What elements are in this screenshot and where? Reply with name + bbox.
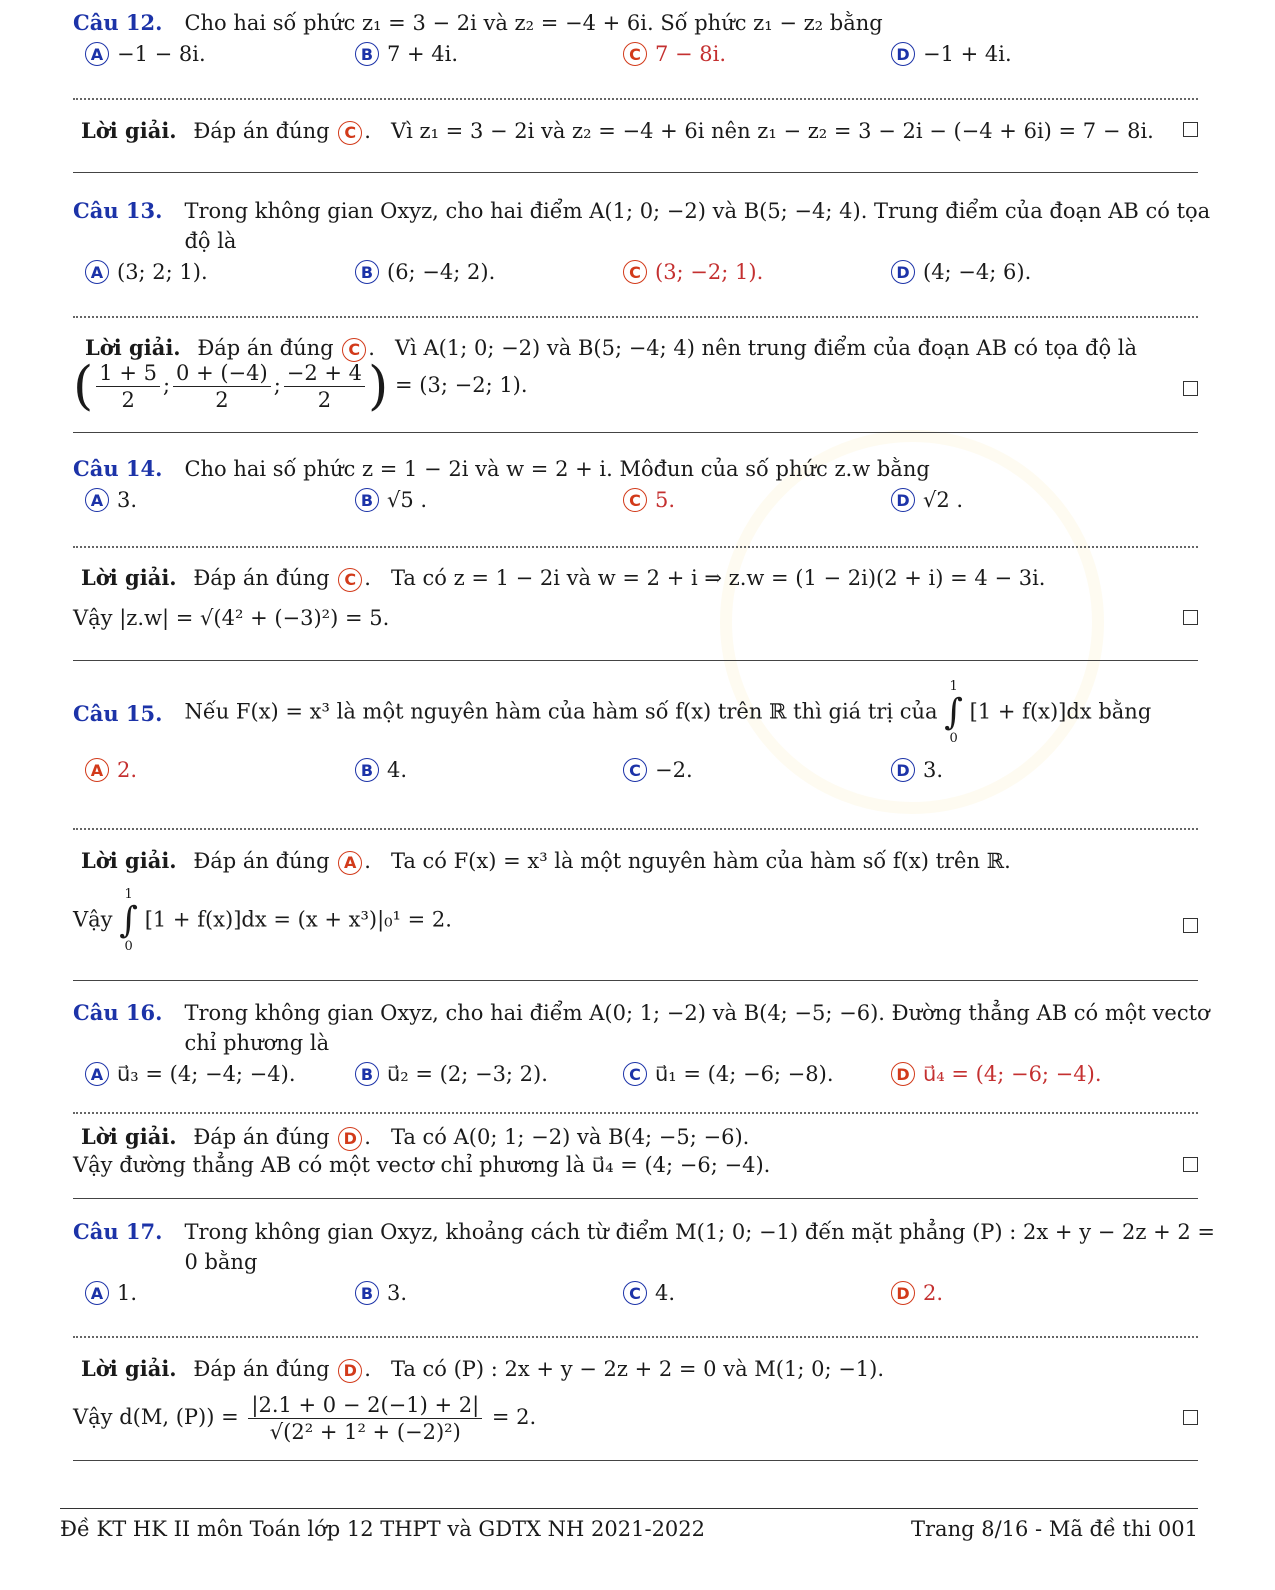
option-value: 2. bbox=[117, 758, 138, 782]
options bbox=[73, 758, 1223, 792]
answer-text: Đáp án đúng bbox=[193, 1357, 330, 1381]
right-paren: ) bbox=[368, 356, 389, 417]
integral-symbol: ∫ bbox=[944, 692, 963, 733]
option-value: (6; −4; 2). bbox=[387, 260, 496, 284]
option-value: u⃗₄ = (4; −6; −4). bbox=[923, 1062, 1102, 1086]
question-17 bbox=[73, 1217, 1223, 1315]
option-letter: A bbox=[85, 260, 109, 284]
option-a[interactable] bbox=[85, 1281, 137, 1305]
solution-16-line2 bbox=[73, 1150, 1198, 1180]
denominator: 2 bbox=[215, 388, 229, 412]
question-text: Trong không gian Oxyz, cho hai điểm A(1; 0; −2) và B(5; −4; 4). Trung điểm của đoạn AB có tọa độ là bbox=[184, 199, 1211, 253]
answer-badge: D bbox=[338, 1127, 362, 1151]
option-d[interactable] bbox=[891, 488, 963, 512]
question-text: Cho hai số phức z = 1 − 2i và w = 2 + i. Môđun của số phức z.w bằng bbox=[184, 457, 930, 481]
numerator: |2.1 + 0 − 2(−1) + 2| bbox=[248, 1392, 482, 1419]
option-c[interactable] bbox=[623, 488, 675, 512]
option-letter: B bbox=[355, 758, 379, 782]
answer-text: Đáp án đúng bbox=[193, 566, 330, 590]
option-letter: D bbox=[891, 1062, 915, 1086]
solution-15: Lời giải. Đáp án đúng A . Ta có F(x) = x³ là một nguyên hàm của hàm số f(x) trên ℝ. bbox=[81, 848, 1011, 873]
option-letter: A bbox=[85, 758, 109, 782]
solution-label: Lời giải. bbox=[81, 848, 177, 873]
denominator: √(2² + 1² + (−2)²) bbox=[269, 1420, 461, 1444]
dotted-separator bbox=[73, 1112, 1198, 1114]
answer-text: Đáp án đúng bbox=[193, 849, 330, 873]
numerator: −2 + 4 bbox=[284, 360, 365, 387]
solution-13-formula: ( $\frac{1 + 5}{2}$ ; $\frac{0 + (-4)}{2}$ ; $\frac{-2 + 4}{2}$ ) = (3; −2; 1). bbox=[73, 356, 528, 417]
solution-line: Vậy bbox=[73, 907, 113, 932]
question-divider bbox=[73, 660, 1198, 661]
option-value: 4. bbox=[655, 1281, 676, 1305]
qed-box bbox=[1183, 918, 1198, 933]
option-d[interactable] bbox=[891, 1062, 1102, 1086]
option-value: 1. bbox=[117, 1281, 138, 1305]
solution-line: Ta có z = 1 − 2i và w = 2 + i ⇒ z.w = (1 − 2i)(2 + i) = 4 − 3i. bbox=[390, 566, 1046, 590]
options bbox=[73, 42, 1223, 76]
option-letter: D bbox=[891, 1281, 915, 1305]
footer-page-number: Trang 8/16 - Mã đề thi 001 bbox=[911, 1517, 1198, 1541]
option-letter: A bbox=[85, 1062, 109, 1086]
question-divider bbox=[73, 172, 1198, 173]
question-divider bbox=[73, 1198, 1198, 1199]
option-letter: C bbox=[623, 1062, 647, 1086]
option-letter: D bbox=[891, 260, 915, 284]
solution-line: Ta có (P) : 2x + y − 2z + 2 = 0 và M(1; 0; −1). bbox=[390, 1357, 885, 1381]
fraction bbox=[96, 360, 160, 413]
question-text: Trong không gian Oxyz, khoảng cách từ điểm M(1; 0; −1) đến mặt phẳng (P) : 2x + y − 2z + 2 = 0 bằng bbox=[184, 1220, 1216, 1274]
option-letter: C bbox=[623, 42, 647, 66]
dotted-separator bbox=[73, 828, 1198, 830]
option-letter: A bbox=[85, 1281, 109, 1305]
qed-box bbox=[1183, 610, 1198, 625]
option-c[interactable] bbox=[623, 1281, 675, 1305]
solution-14-line2 bbox=[73, 603, 1198, 633]
option-a[interactable] bbox=[85, 42, 206, 66]
option-a[interactable] bbox=[85, 488, 137, 512]
answer-badge: C bbox=[338, 568, 362, 592]
option-value: (4; −4; 6). bbox=[923, 260, 1032, 284]
solution-17-formula bbox=[73, 1392, 1198, 1445]
answer-text: Đáp án đúng bbox=[193, 119, 330, 143]
option-letter: C bbox=[623, 758, 647, 782]
solution-14: Lời giải. Đáp án đúng C . Ta có z = 1 − 2i và w = 2 + i ⇒ z.w = (1 − 2i)(2 + i) = 4 − 3i. bbox=[81, 565, 1046, 590]
solution-label: Lời giải. bbox=[81, 1124, 177, 1149]
question-label: Câu 14. bbox=[73, 456, 163, 481]
option-value: (3; −2; 1). bbox=[655, 260, 764, 284]
option-letter: C bbox=[623, 260, 647, 284]
option-value: 7 + 4i. bbox=[387, 42, 459, 66]
question-label: Câu 17. bbox=[73, 1219, 163, 1244]
question-13 bbox=[73, 196, 1223, 294]
integral-lower: 0 bbox=[124, 939, 133, 954]
solution-line: [1 + f(x)]dx = (x + x³)|₀¹ = 2. bbox=[144, 907, 452, 932]
option-letter: B bbox=[355, 42, 379, 66]
integral-sign bbox=[119, 888, 138, 954]
question-text-after: [1 + f(x)]dx bằng bbox=[969, 699, 1152, 724]
option-letter: B bbox=[355, 1062, 379, 1086]
integral-symbol: ∫ bbox=[119, 900, 139, 941]
solution-label: Lời giải. bbox=[81, 1356, 177, 1381]
solution-line: Vì A(1; 0; −2) và B(5; −4; 4) nên trung điểm của đoạn AB có tọa độ là bbox=[394, 336, 1138, 360]
qed-box bbox=[1183, 1157, 1198, 1172]
option-letter: D bbox=[891, 42, 915, 66]
option-d[interactable] bbox=[891, 1281, 943, 1305]
option-d[interactable] bbox=[891, 42, 1012, 66]
option-a[interactable] bbox=[85, 260, 208, 284]
option-value: u⃗₂ = (2; −3; 2). bbox=[387, 1062, 548, 1086]
solution-label: Lời giải. bbox=[85, 335, 181, 360]
denominator: 2 bbox=[121, 388, 135, 412]
option-value: −2. bbox=[655, 758, 693, 782]
option-d[interactable] bbox=[891, 758, 943, 782]
qed-box bbox=[1183, 122, 1198, 137]
option-letter: A bbox=[85, 42, 109, 66]
option-value: −1 + 4i. bbox=[923, 42, 1012, 66]
integral-lower: 0 bbox=[949, 731, 958, 746]
integral-sign bbox=[944, 680, 963, 746]
solution-line: Ta có A(0; 1; −2) và B(4; −5; −6). bbox=[390, 1125, 750, 1149]
question-divider bbox=[73, 1460, 1198, 1461]
option-a[interactable] bbox=[85, 1062, 296, 1086]
option-value: 2. bbox=[923, 1281, 944, 1305]
option-letter: B bbox=[355, 260, 379, 284]
options bbox=[73, 1281, 1223, 1315]
option-value: u⃗₃ = (4; −4; −4). bbox=[117, 1062, 296, 1086]
qed-box bbox=[1183, 1410, 1198, 1425]
dotted-separator bbox=[73, 316, 1198, 318]
option-value: −1 − 8i. bbox=[117, 42, 206, 66]
options bbox=[73, 260, 1223, 294]
question-text-before: Nếu F(x) = x³ là một nguyên hàm của hàm số f(x) trên ℝ thì giá trị của bbox=[184, 699, 938, 724]
question-text: Trong không gian Oxyz, cho hai điểm A(0; 1; −2) và B(4; −5; −6). Đường thẳng AB có một vectơ chỉ phương là bbox=[184, 1001, 1210, 1055]
option-value: 7 − 8i. bbox=[655, 42, 727, 66]
option-b[interactable] bbox=[355, 1062, 548, 1086]
question-12 bbox=[73, 8, 1223, 76]
option-value: (3; 2; 1). bbox=[117, 260, 208, 284]
option-letter: D bbox=[891, 488, 915, 512]
answer-badge: A bbox=[338, 851, 362, 875]
integral-upper: 1 bbox=[949, 679, 958, 694]
dotted-separator bbox=[73, 546, 1198, 548]
denominator: 2 bbox=[317, 388, 332, 412]
footer-exam-title: Đề KT HK II môn Toán lớp 12 THPT và GDTX NH 2021-2022 bbox=[60, 1517, 706, 1541]
numerator: 1 + 5 bbox=[96, 360, 160, 387]
option-value: 3. bbox=[387, 1281, 408, 1305]
solution-17: Lời giải. Đáp án đúng D . Ta có (P) : 2x + y − 2z + 2 = 0 và M(1; 0; −1). bbox=[81, 1356, 885, 1381]
page-footer bbox=[60, 1508, 1198, 1541]
solution-line: Vậy đường thẳng AB có một vectơ chỉ phương là u⃗₄ = (4; −6; −4). bbox=[73, 1153, 771, 1177]
question-label: Câu 15. bbox=[73, 700, 163, 726]
solution-15-line2 bbox=[73, 888, 1198, 954]
option-letter: B bbox=[355, 1281, 379, 1305]
solution-line: Vì z₁ = 3 − 2i và z₂ = −4 + 6i nên z₁ − z₂ = 3 − 2i − (−4 + 6i) = 7 − 8i. bbox=[390, 119, 1154, 143]
option-letter: C bbox=[623, 488, 647, 512]
qed-box bbox=[1183, 381, 1198, 396]
option-value: √2 . bbox=[923, 488, 964, 512]
solution-16: Lời giải. Đáp án đúng D . Ta có A(0; 1; −2) và B(4; −5; −6). bbox=[81, 1124, 750, 1149]
option-c[interactable] bbox=[623, 758, 693, 782]
answer-badge: C bbox=[338, 121, 362, 145]
dotted-separator bbox=[73, 98, 1198, 100]
fraction bbox=[284, 360, 365, 413]
option-b[interactable] bbox=[355, 488, 427, 512]
question-divider bbox=[73, 980, 1198, 981]
options bbox=[73, 1062, 1223, 1096]
option-letter: D bbox=[891, 758, 915, 782]
question-text bbox=[184, 680, 1223, 746]
solution-label: Lời giải. bbox=[81, 565, 177, 590]
question-label: Câu 16. bbox=[73, 1000, 163, 1025]
formula-result: = 2. bbox=[491, 1405, 537, 1429]
option-b[interactable] bbox=[355, 260, 495, 284]
option-c[interactable] bbox=[623, 42, 726, 66]
answer-badge: D bbox=[338, 1359, 362, 1383]
option-b[interactable] bbox=[355, 42, 458, 66]
question-15 bbox=[73, 680, 1223, 792]
solution-label: Lời giải. bbox=[81, 118, 177, 143]
solution-13: Lời giải. Đáp án đúng C . Vì A(1; 0; −2) và B(5; −4; 4) nên trung điểm của đoạn AB có tọa độ là bbox=[85, 335, 1138, 360]
option-value: 3. bbox=[923, 758, 944, 782]
left-paren: ( bbox=[73, 356, 94, 417]
question-14 bbox=[73, 454, 1223, 522]
option-value: √5 . bbox=[387, 488, 428, 512]
options bbox=[73, 488, 1223, 522]
solution-line: Vậy d(M, (P)) = bbox=[73, 1405, 239, 1429]
option-b[interactable] bbox=[355, 758, 407, 782]
question-label: Câu 12. bbox=[73, 10, 163, 35]
option-value: u⃗₁ = (4; −6; −8). bbox=[655, 1062, 834, 1086]
fraction bbox=[173, 360, 271, 413]
fraction bbox=[248, 1392, 482, 1445]
question-text: Cho hai số phức z₁ = 3 − 2i và z₂ = −4 + 6i. Số phức z₁ − z₂ bằng bbox=[184, 11, 883, 35]
option-b[interactable] bbox=[355, 1281, 407, 1305]
integral-upper: 1 bbox=[124, 887, 133, 902]
question-divider bbox=[73, 432, 1198, 433]
answer-text: Đáp án đúng bbox=[197, 336, 334, 360]
solution-line: Ta có F(x) = x³ là một nguyên hàm của hàm số f(x) trên ℝ. bbox=[390, 849, 1011, 873]
option-d[interactable] bbox=[891, 260, 1031, 284]
question-16 bbox=[73, 998, 1223, 1096]
option-a[interactable] bbox=[85, 758, 137, 782]
question-label: Câu 13. bbox=[73, 198, 163, 223]
numerator: 0 + (−4) bbox=[173, 360, 271, 387]
answer-badge: C bbox=[342, 338, 366, 362]
option-c[interactable] bbox=[623, 260, 763, 284]
option-value: 5. bbox=[655, 488, 676, 512]
option-letter: C bbox=[623, 1281, 647, 1305]
solution-12: Lời giải. Đáp án đúng C . Vì z₁ = 3 − 2i và z₂ = −4 + 6i nên z₁ − z₂ = 3 − 2i − (−4 + 6i) = 7 − 8i. bbox=[81, 118, 1154, 143]
formula-result: = (3; −2; 1). bbox=[395, 373, 528, 397]
option-letter: A bbox=[85, 488, 109, 512]
answer-text: Đáp án đúng bbox=[193, 1125, 330, 1149]
option-letter: B bbox=[355, 488, 379, 512]
option-value: 4. bbox=[387, 758, 408, 782]
solution-line: Vậy |z.w| = √(4² + (−3)²) = 5. bbox=[73, 606, 390, 630]
option-c[interactable] bbox=[623, 1062, 834, 1086]
option-value: 3. bbox=[117, 488, 138, 512]
dotted-separator bbox=[73, 1336, 1198, 1338]
